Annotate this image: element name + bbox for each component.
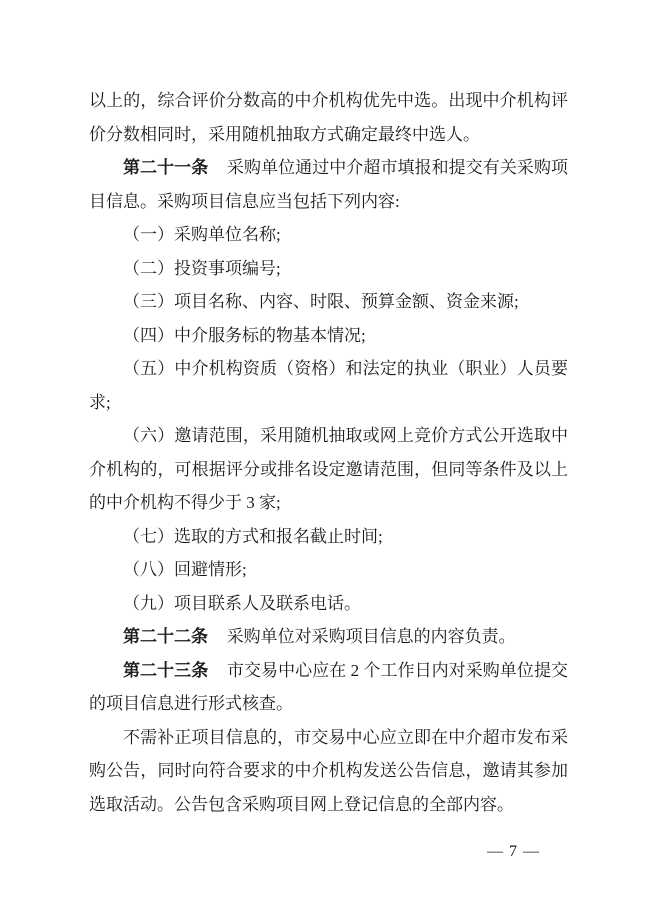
page-number: — 7 — — [487, 843, 540, 860]
article-heading: 第二十一条 — [123, 158, 209, 177]
paragraph-text: 以上的，综合评价分数高的中介机构优先中选。出现中介机构评价分数相同时，采用随机抽取方式确定最终中选人。 — [89, 91, 568, 144]
paragraph-text: （九）项目联系人及联系电话。 — [123, 593, 361, 613]
paragraph-text: 采购单位对采购项目信息的内容负责。 — [226, 627, 516, 646]
paragraph-text: 采购单位通过中介超市填报和提交有关采购项目信息。采购项目信息应当包括下列内容: — [89, 158, 569, 211]
paragraph-text: （七）选取的方式和报名截止时间; — [123, 526, 383, 546]
paragraph-text: （四）中介服务标的物基本情况; — [123, 325, 366, 345]
paragraph-article-23 — [89, 654, 568, 721]
list-item-7 — [89, 520, 568, 554]
paragraph-text: 不需补正项目信息的，市交易中心应立即在中介超市发布采购公告，同时向符合要求的中介机构发送公告信息，邀请其参加选取活动。公告包含采购项目网上登记信息的全部内容。 — [89, 727, 568, 814]
list-item-3 — [89, 285, 568, 319]
list-item-1 — [89, 218, 568, 252]
paragraph-text: （八）回避情形; — [123, 560, 247, 579]
paragraph-text: （一）采购单位名称; — [123, 225, 281, 244]
document-body — [89, 84, 568, 821]
article-heading: 第二十三条 — [123, 660, 209, 680]
list-item-8 — [89, 553, 568, 587]
list-item-4 — [89, 319, 568, 353]
paragraph-continuation — [89, 84, 568, 151]
paragraph-announcement — [89, 721, 568, 822]
list-item-6 — [89, 419, 568, 520]
paragraph-article-21 — [89, 151, 568, 218]
list-item-2 — [89, 252, 568, 286]
paragraph-text: （五）中介机构资质（资格）和法定的执业（职业）人员要求; — [89, 359, 568, 412]
paragraph-text: （二）投资事项编号; — [123, 258, 281, 278]
paragraph-text: （六）邀请范围，采用随机抽取或网上竞价方式公开选取中介机构的，可根据评分或排名设定邀请范围，但同等条件及以上的中介机构不得少于 3 家; — [89, 426, 568, 512]
paragraph-text: 市交易中心应在 2 个工作日内对采购单位提交的项目信息进行形式核查。 — [89, 660, 569, 713]
paragraph-text: （三）项目名称、内容、时限、预算金额、资金来源; — [123, 292, 519, 311]
paragraph-article-22 — [89, 620, 568, 654]
list-item-5 — [89, 352, 568, 419]
article-heading: 第二十二条 — [123, 627, 208, 646]
list-item-9 — [89, 587, 568, 621]
